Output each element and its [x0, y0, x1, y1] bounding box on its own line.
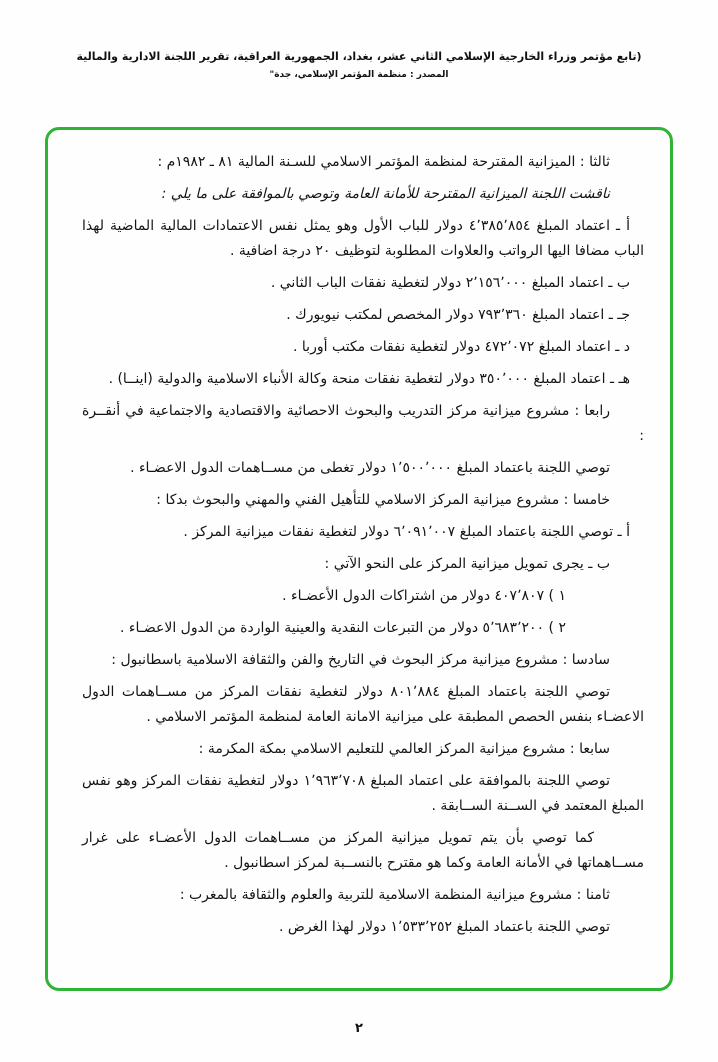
paragraph-sadisan: سادسا : مشروع ميزانية مركز البحوث في التاريخ والفن والثقافة الاسلامية باسطانبول :	[111, 652, 610, 668]
paragraph-naqashat: ناقشت اللجنة الميزانية المقترحة للأمانة العامة وتوصي بالموافقة على ما يلي :	[161, 186, 610, 202]
paragraph-kama-tawsi: كما توصي بأن يتم تمويل ميزانية المركز من مســاهمات الدول الأعضـاء على غرار مســاهماتها في الأمانة العامة وكما هو مقترح بالنســبة لمركز اسطانبول .	[82, 830, 644, 871]
paragraph-tawsi-maghrib: توصي اللجنة باعتماد المبلغ ١٬٥٣٣٬٢٥٢ دولار لهذا الغرض .	[279, 919, 610, 935]
paragraph-item-a: أ ـ اعتماد المبلغ ٤٬٣٨٥٬٨٥٤ دولار للباب الأول وهو يمثل نفس الاعتمادات المالية الماضية لهذا الباب مضافا اليها الرواتب والعلاوات المطلوبة لتوظيف ٢٠ درجة اضافية .	[82, 218, 644, 259]
header-source-line: المصدر : منظمة المؤتمر الإسلامي، جدة"	[269, 70, 449, 80]
paragraph-item-j: جـ ـ اعتماد المبلغ ٧٩٣٬٣٦٠ دولار المخصص لمكتب نيويورك .	[286, 307, 630, 323]
paragraph-khamisan: خامسا : مشروع ميزانية المركز الاسلامي للتأهيل الفني والمهني والبحوث بدكا :	[156, 492, 610, 508]
page-number: ٢	[355, 1021, 363, 1036]
paragraph-numbered-1: ١ ) ٤٠٧٬٨٠٧ دولار من اشتراكات الدول الأعضـاء .	[282, 588, 566, 604]
paragraph-sabian: سابعا : مشروع ميزانية المركز العالمي للتعليم الاسلامي بمكة المكرمة :	[198, 741, 610, 757]
paragraph-tawsi-makkah: توصي اللجنة بالموافقة على اعتماد المبلغ ١٬٩٦٣٬٧٠٨ دولار لتغطية نفقات المركز وهو نفس المبلغ المعتمد في الســنة الســابقة .	[82, 773, 644, 814]
paragraph-item-b2: ب ـ يجرى تمويل ميزانية المركز على النحو الآتي :	[324, 556, 610, 572]
document-header	[0, 50, 718, 80]
document-body	[82, 150, 644, 947]
paragraph-rabian: رابعا : مشروع ميزانية مركز التدريب والبحوث الاحصائية والاقتصادية والاجتماعية في أنقــرة :	[82, 403, 644, 444]
paragraph-item-d: د ـ اعتماد المبلغ ٤٧٢٬٠٧٢ دولار لتغطية نفقات مكتب أوربا .	[293, 339, 630, 355]
paragraph-thaminan: ثامنا : مشروع ميزانية المنظمة الاسلامية للتربية والعلوم والثقافة بالمغرب :	[179, 887, 610, 903]
paragraph-item-a2: أ ـ توصي اللجنة باعتماد المبلغ ٦٬٠٩١٬٠٠٧ دولار لتغطية نفقات ميزانية المركز .	[183, 524, 630, 540]
paragraph-item-b: ب ـ اعتماد المبلغ ٢٬١٥٦٬٠٠٠ دولار لتغطية نفقات الباب الثاني .	[270, 275, 630, 291]
paragraph-thalithan: ثالثا : الميزانية المقترحة لمنظمة المؤتمر الاسلامي للسـنة المالية ٨١ ـ ١٩٨٢م :	[157, 154, 610, 170]
header-title-line: (تابع مؤتمر وزراء الخارجية الإسلامي الثاني عشر، بغداد، الجمهورية العراقية، تقرير اللجنة الادارية والمالية	[76, 50, 642, 63]
paragraph-item-h: هـ ـ اعتماد المبلغ ٣٥٠٬٠٠٠ دولار لتغطية نفقات منحة وكالة الأنباء الاسلامية والدولية (اينــا) .	[108, 371, 630, 387]
paragraph-tawsi-istanbul: توصي اللجنة باعتماد المبلغ ٨٠١٬٨٨٤ دولار لتغطية نفقات المركز من مســاهمات الدول الاعضـاء بنفس الحصص المطبقة على ميزانية الامانة العامة لمنظمة المؤتمر الاسلامي .	[82, 684, 644, 725]
paragraph-numbered-2: ٢ ) ٥٬٦٨٣٬٢٠٠ دولار من التبرعات النقدية والعينية الواردة من الدول الاعضـاء .	[119, 620, 566, 636]
paragraph-tawsi-ankara: توصي اللجنة باعتماد المبلغ ١٬٥٠٠٬٠٠٠ دولار تغطى من مســاهمات الدول الاعضـاء .	[130, 460, 610, 476]
